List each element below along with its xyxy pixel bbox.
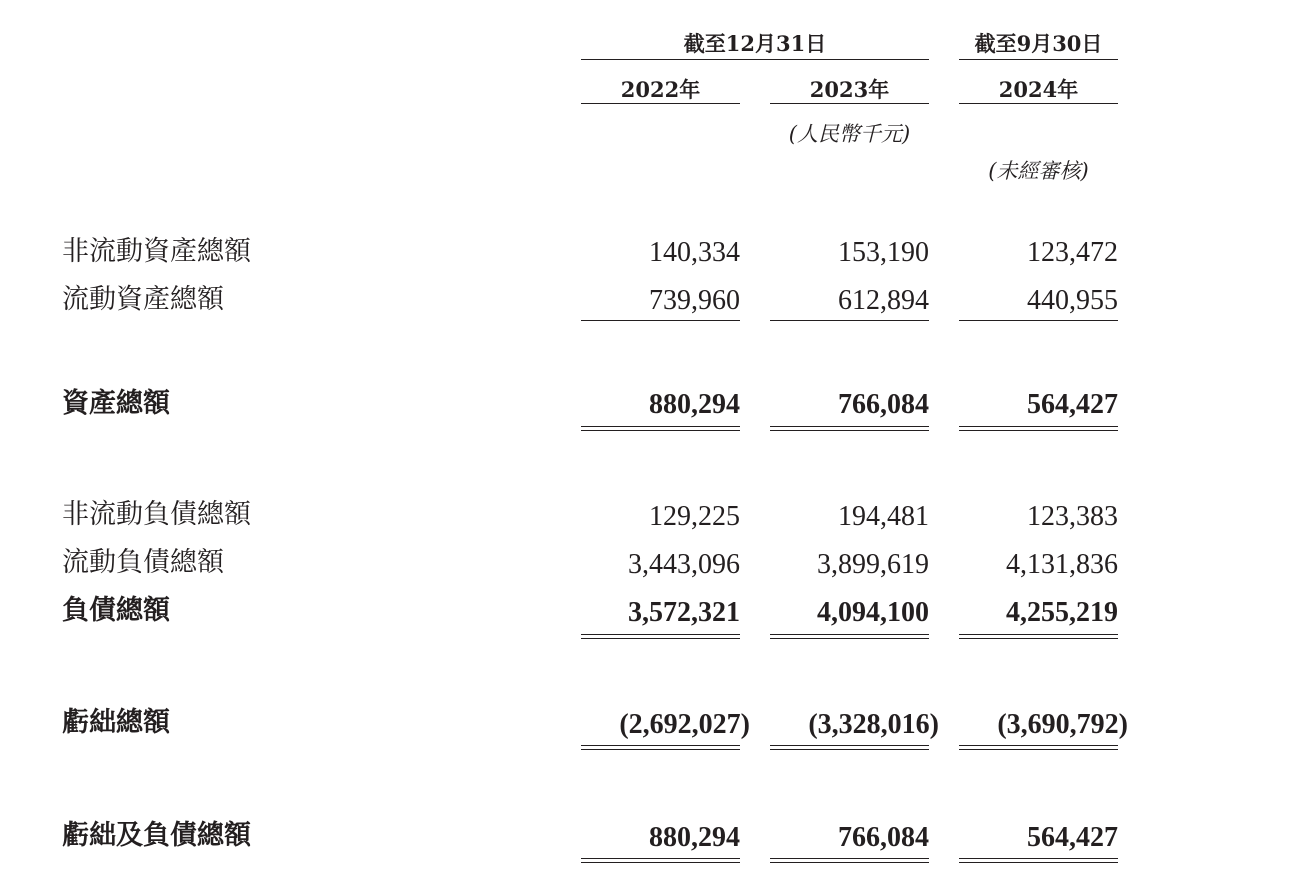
cell-value: 440,955 [1027, 285, 1118, 316]
double-rule [770, 858, 929, 863]
cell-value-total: (3,328,016) [808, 709, 939, 740]
subtotal-rule [581, 320, 740, 321]
cell-value: 123,472 [1027, 237, 1118, 268]
cell-value: 194,481 [838, 501, 929, 532]
cell-value-total: 3,572,321 [628, 597, 740, 628]
cell-value: 3,443,096 [628, 549, 740, 580]
cell-value: 3,899,619 [817, 549, 929, 580]
year-rule-2 [770, 103, 929, 104]
cell-value-total: 4,094,100 [817, 597, 929, 628]
cell-value: 123,383 [1027, 501, 1118, 532]
row-label: 非流動資產總額 [62, 236, 251, 267]
year-header-2024: 2024年 [998, 77, 1079, 102]
subtotal-rule [959, 320, 1118, 321]
year-header-2023: 2023年 [809, 77, 890, 102]
unaudited-note: (未經審核) [988, 159, 1089, 183]
double-rule [959, 634, 1118, 639]
year-rule-3 [959, 103, 1118, 104]
year-header-2022: 2022年 [620, 77, 701, 102]
cell-value: 4,131,836 [1006, 549, 1118, 580]
cell-value-total: 880,294 [649, 822, 740, 853]
cell-value-total: 766,084 [838, 389, 929, 420]
double-rule [959, 745, 1118, 750]
double-rule [581, 426, 740, 431]
double-rule [770, 426, 929, 431]
cell-value: 739,960 [649, 285, 740, 316]
cell-value-total: 564,427 [1027, 389, 1118, 420]
cell-value-total: (2,692,027) [619, 709, 750, 740]
header-group-sep30: 截至9月30日 [974, 31, 1103, 56]
cell-value-total: (3,690,792) [997, 709, 1128, 740]
cell-value: 140,334 [649, 237, 740, 268]
currency-note: (人民幣千元) [788, 122, 911, 146]
row-label-total: 負債總額 [62, 595, 170, 626]
cell-value: 153,190 [838, 237, 929, 268]
double-rule [770, 745, 929, 750]
row-label-total: 資產總額 [62, 388, 170, 419]
double-rule [959, 426, 1118, 431]
row-label-total: 虧絀總額 [62, 707, 170, 738]
row-label-total: 虧絀及負債總額 [62, 820, 251, 851]
row-label: 流動負債總額 [62, 547, 224, 578]
double-rule [581, 634, 740, 639]
header-group-rule-2 [959, 59, 1118, 60]
cell-value: 612,894 [838, 285, 929, 316]
double-rule [959, 858, 1118, 863]
cell-value-total: 564,427 [1027, 822, 1118, 853]
year-rule-1 [581, 103, 740, 104]
header-group-rule-1 [581, 59, 929, 60]
cell-value: 129,225 [649, 501, 740, 532]
double-rule [770, 634, 929, 639]
cell-value-total: 4,255,219 [1006, 597, 1118, 628]
cell-value-total: 766,084 [838, 822, 929, 853]
header-group-dec31: 截至12月31日 [683, 31, 827, 56]
row-label: 流動資產總額 [62, 284, 224, 315]
subtotal-rule [770, 320, 929, 321]
row-label: 非流動負債總額 [62, 499, 251, 530]
double-rule [581, 858, 740, 863]
double-rule [581, 745, 740, 750]
cell-value-total: 880,294 [649, 389, 740, 420]
